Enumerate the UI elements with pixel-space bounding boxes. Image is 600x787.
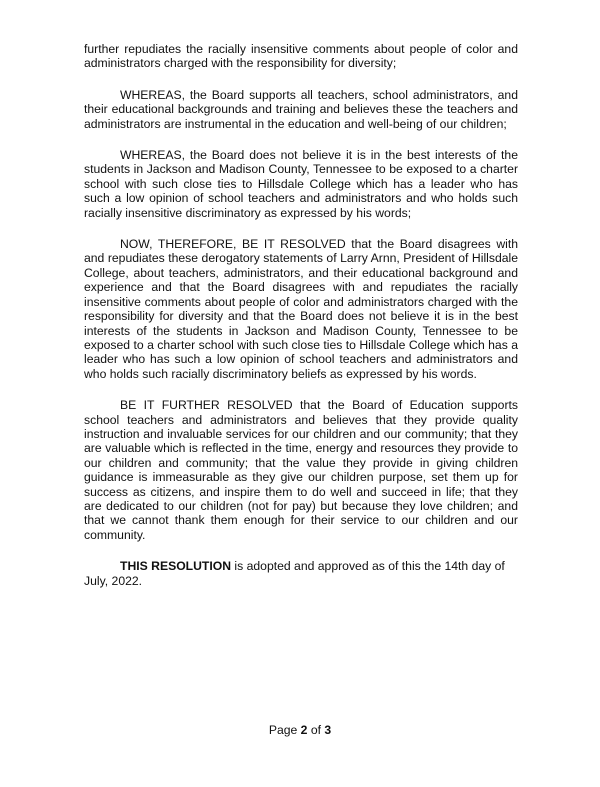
page-number-footer xyxy=(0,723,600,737)
paragraph-resolved: NOW, THEREFORE, BE IT RESOLVED that the Board disagrees with and repudiates these derogatory statements of Larry Arnn, President of Hillsdale College, about teachers, administrators, and their educational background and experience and that the Board disagrees with and repudiates the racially insensitive comments about people of color and administrators charged with the responsibility for diversity and that the Board does not believe it is in the best interests of the students in Jackson and Madison County, Tennessee to be exposed to a charter school with such close ties to Hillsdale College which has a leader who has such a low opinion of school teachers and administrators and who holds such racially discriminatory beliefs as expressed by his words. xyxy=(84,237,518,381)
paragraph-whereas-teachers: WHEREAS, the Board supports all teachers, school administrators, and their educational backgrounds and training and believes these the teachers and administrators are instrumental in the education and well-being of our children; xyxy=(84,87,518,131)
resolution-lead: THIS RESOLUTION xyxy=(120,559,232,574)
paragraph-adoption xyxy=(84,559,518,588)
paragraph-continuation: further repudiates the racially insensitive comments about people of color and administrators charged with the responsibility for diversity; xyxy=(84,42,518,71)
page-middle: of xyxy=(307,723,325,737)
resolution-adoption-text: is adopted and approved as of this the 14th day of July, 2022. xyxy=(84,559,505,588)
page-prefix: Page xyxy=(268,723,301,737)
page-total: 3 xyxy=(324,723,332,737)
document-body xyxy=(84,42,518,605)
paragraph-further-resolved: BE IT FURTHER RESOLVED that the Board of Education supports school teachers and administrators and believes that they provide quality instruction and invaluable services for our children and our community; that they are valuable which is reflected in the time, energy and resources they provide to our children and community; that the value they provide in giving children guidance is immeasurable as they give our children purpose, set them up for success as citizens, and inspire them to do well and succeed in life; that they are dedicated to our children (not for pay) but because they love children; and that we cannot thank them enough for their service to our children and our community. xyxy=(84,398,518,542)
page-current: 2 xyxy=(300,723,308,737)
paragraph-whereas-charter: WHEREAS, the Board does not believe it is in the best interests of the students in Jackson and Madison County, Tennessee to be exposed to a charter school with such close ties to Hillsdale College which has a leader who has such a low opinion of school teachers and administrators and who holds such racially insensitive discriminatory as expressed by his words; xyxy=(84,148,518,220)
